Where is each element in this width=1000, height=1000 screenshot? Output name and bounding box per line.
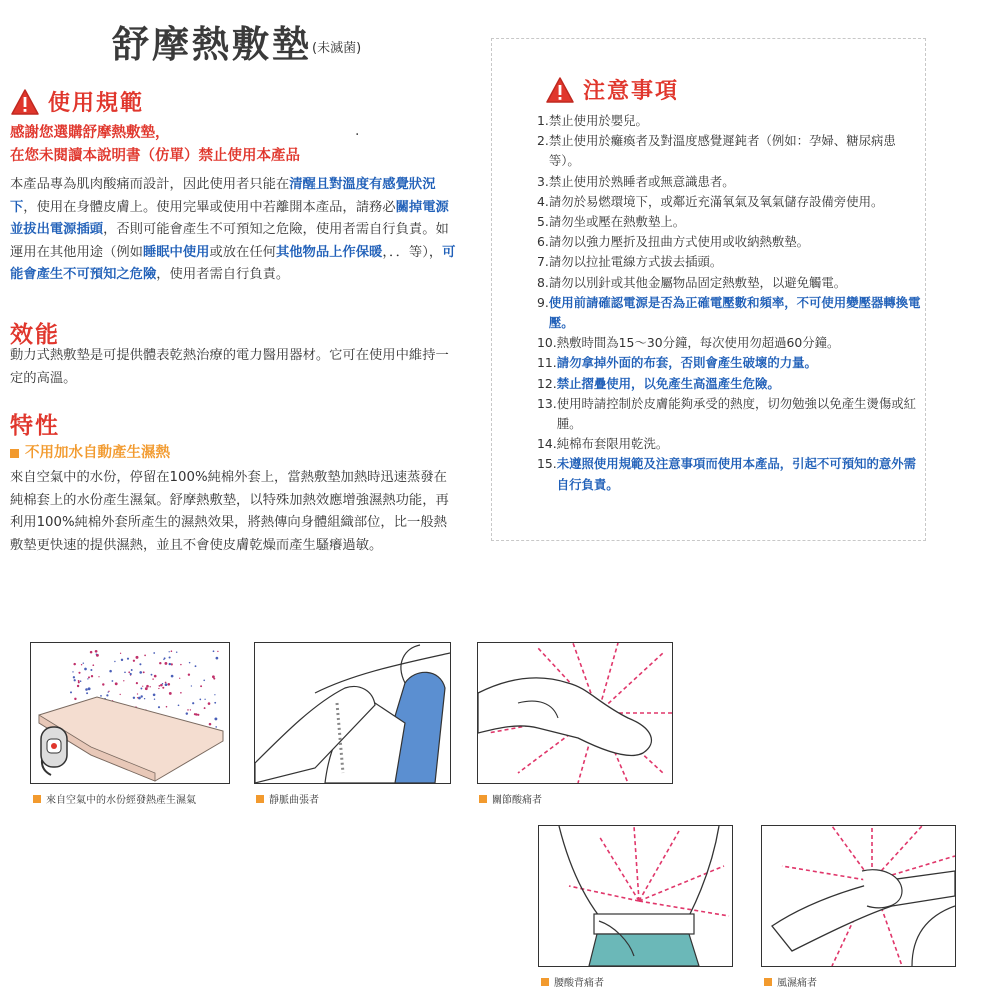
varicose-veins-image xyxy=(255,643,450,783)
moisture-dot xyxy=(163,659,164,660)
moisture-dot xyxy=(159,685,161,687)
notice-item-text: 請勿以別針或其他金屬物品固定熱敷墊，以避免觸電。 xyxy=(548,274,847,290)
page-title xyxy=(112,14,361,68)
notice-item xyxy=(537,111,922,131)
notice-item xyxy=(537,232,922,252)
moisture-dot xyxy=(77,685,79,687)
moisture-dot xyxy=(164,662,167,665)
moisture-dot xyxy=(154,698,155,699)
notice-item-number: 15. xyxy=(537,456,557,472)
usage-text-6: ，使用者需自行負責。 xyxy=(156,267,290,282)
illustration-joint-pain xyxy=(477,642,673,784)
efficacy-text: 動力式熱敷墊是可提供體表乾熱治療的電力醫用器材。它可在使用中維持一定的高溫。 xyxy=(10,348,449,386)
moisture-dot xyxy=(192,702,194,704)
moisture-dot xyxy=(203,679,205,681)
moisture-dot xyxy=(145,687,148,690)
notice-item-number: 11. xyxy=(537,355,557,371)
moisture-dot xyxy=(133,697,135,699)
warning-triangle-icon xyxy=(10,88,40,116)
moisture-dot xyxy=(190,709,191,710)
moisture-dot xyxy=(86,692,88,694)
illustration-back-pain xyxy=(538,825,733,967)
notice-item-number: 9. xyxy=(537,294,549,310)
moisture-dot xyxy=(195,665,197,667)
illustration-heating-pad xyxy=(30,642,230,784)
moisture-dot xyxy=(176,651,177,652)
moisture-dot xyxy=(120,694,121,695)
usage-text-2: ，使用在身體皮膚上。使用完畢或使用中若離開本產品，請務必 xyxy=(23,199,396,215)
notice-item xyxy=(537,434,922,454)
notice-list xyxy=(537,111,922,495)
orange-square-icon xyxy=(479,795,487,803)
notice-item-text: 禁止摺疊使用，以免產生高溫產生危險。 xyxy=(556,375,780,391)
moisture-dot xyxy=(180,664,181,665)
moisture-dot xyxy=(96,654,97,655)
warning-triangle-icon xyxy=(545,76,575,104)
usage-paragraph xyxy=(10,174,458,287)
moisture-dot xyxy=(80,680,82,682)
moisture-dot xyxy=(85,688,88,691)
moisture-dot xyxy=(74,679,76,681)
heating-pad-image xyxy=(31,643,229,783)
moisture-dot xyxy=(112,680,114,682)
notice-item-number: 8. xyxy=(537,274,549,290)
moisture-dot xyxy=(88,676,90,678)
product-title: 舒摩熱敷墊 xyxy=(112,23,312,66)
moisture-dot xyxy=(168,683,171,686)
notice-item-number: 12. xyxy=(537,375,557,391)
moisture-dot xyxy=(91,675,93,677)
usage-text-1: 本產品專為肌肉酸痛而設計，因此使用者只能在 xyxy=(10,177,290,192)
notice-item xyxy=(537,252,922,272)
moisture-dot xyxy=(143,671,145,673)
moisture-dot xyxy=(153,652,155,654)
moisture-dot xyxy=(149,686,150,687)
moisture-dot xyxy=(88,687,91,690)
caption-5-text: 風濕痛者 xyxy=(777,978,817,989)
moisture-dot xyxy=(162,687,164,689)
caption-2 xyxy=(256,791,319,806)
notice-item-text: 使用時請控制於皮膚能夠承受的熱度，切勿勉強以免產生燙傷或紅腫。 xyxy=(556,395,917,432)
moisture-dot xyxy=(191,685,192,686)
notice-item-number: 14. xyxy=(537,436,557,452)
notice-item-text: 未遵照使用規範及注意事項而使用本產品，引起不可預知的意外需自行負責。 xyxy=(556,456,917,492)
moisture-dot xyxy=(165,682,167,684)
notice-item-number: 4. xyxy=(537,193,549,209)
notice-item xyxy=(537,293,922,333)
joint-pain-image xyxy=(478,643,672,783)
illustration-varicose xyxy=(254,642,451,784)
moisture-dot xyxy=(120,653,121,654)
moisture-dot xyxy=(123,680,124,681)
moisture-dot xyxy=(140,688,142,690)
moisture-dot xyxy=(169,656,171,658)
caption-4 xyxy=(541,974,604,989)
moisture-dot xyxy=(114,661,115,662)
moisture-dot xyxy=(189,662,191,664)
features-subheading-text: 不用加水自動產生濕熱 xyxy=(25,445,170,461)
usage-highlight-1: 清醒且對溫度有感覺狀況下 xyxy=(10,177,436,215)
notice-item-number: 6. xyxy=(537,234,549,250)
caption-4-text: 腰酸背痛者 xyxy=(554,978,604,989)
moisture-dot xyxy=(100,695,102,697)
moisture-dot xyxy=(127,658,129,660)
moisture-dot xyxy=(171,663,173,665)
thanks-line-1: 感謝您選購舒摩熱敷墊， xyxy=(10,125,170,141)
notice-item-text: 請勿以拉扯電線方式拔去插頭。 xyxy=(548,254,723,270)
moisture-dot xyxy=(84,668,87,671)
illustration-rheumatism xyxy=(761,825,956,967)
notice-heading-text: 注意事項 xyxy=(583,79,680,104)
notice-item xyxy=(537,333,922,353)
moisture-dot xyxy=(138,697,141,700)
notice-item xyxy=(537,172,922,192)
notice-item-number: 7. xyxy=(537,254,549,270)
notice-heading xyxy=(545,74,679,105)
notice-item-number: 10. xyxy=(537,335,557,351)
usage-highlight-3: 睡眠中使用 xyxy=(142,244,210,260)
moisture-dot xyxy=(109,670,112,673)
orange-square-icon xyxy=(764,978,772,986)
usage-heading-text: 使用規範 xyxy=(48,91,145,116)
moisture-dot xyxy=(162,683,163,684)
orange-square-icon xyxy=(256,795,264,803)
notice-item xyxy=(537,131,922,171)
moisture-dot xyxy=(215,726,217,728)
notice-item xyxy=(537,192,922,212)
moisture-dot xyxy=(214,694,215,695)
moisture-dot xyxy=(178,704,180,706)
moisture-dot xyxy=(106,694,108,696)
orange-square-icon xyxy=(541,978,549,986)
rheumatism-image xyxy=(762,826,955,966)
moisture-dot xyxy=(87,678,88,679)
notice-item-number: 3. xyxy=(537,173,549,189)
notice-item xyxy=(537,353,922,373)
moisture-dot xyxy=(78,672,80,674)
notice-item-text: 請勿拿掉外面的布套，否則會產生破壞的力量。 xyxy=(556,355,817,371)
notice-item xyxy=(537,374,922,394)
notice-item-text: 使用前請確認電源是否為正確電壓數和頻率，不可使用變壓器轉換電壓。 xyxy=(548,294,921,331)
moisture-dot xyxy=(158,688,159,689)
dot-mark: . xyxy=(355,123,360,139)
notice-item-text: 禁止使用於熟睡者或無意識患者。 xyxy=(548,173,735,189)
moisture-dot xyxy=(78,680,80,682)
moisture-dot xyxy=(187,709,189,711)
moisture-dot xyxy=(186,712,188,714)
moisture-dot xyxy=(165,683,168,686)
moisture-dot xyxy=(214,717,217,720)
features-text: 來自空氣中的水份，停留在100%純棉外套上，當熱敷墊加熱時迅速蒸發在純棉套上的水份產生濕氣。舒摩熱敷墊，以特殊加熱效應增強濕熱功能，再利用100%純棉外套所產生的濕熱效果，將熱傳向身體組織部位，比一般熱敷墊更快速的提供濕熱，並且不會使皮膚乾燥而產生騷癢過敏。 xyxy=(10,470,449,553)
moisture-dot xyxy=(136,656,139,659)
caption-1-text: 來自空氣中的水份經發熱產生濕氣 xyxy=(46,795,196,806)
moisture-dot xyxy=(180,692,182,694)
notice-item xyxy=(537,454,922,494)
moisture-dot xyxy=(70,691,72,693)
moisture-dot xyxy=(200,685,202,687)
usage-text-5: ，．．等）， xyxy=(382,244,443,260)
moisture-dot xyxy=(95,650,98,653)
moisture-dot xyxy=(204,699,205,700)
notice-item-text: 純棉布套限用乾洗。 xyxy=(556,436,669,452)
usage-heading xyxy=(10,86,144,117)
usage-text-3: ，否則可能會產生不可預知之危險，使用者需自行負責。如運用在其他用途（例如 xyxy=(10,222,449,260)
moisture-dot xyxy=(209,723,212,726)
thanks-line-2: 在您未閱讀本說明書（仿單）禁止使用本產品 xyxy=(10,148,300,164)
moisture-dot xyxy=(128,671,130,673)
moisture-dot xyxy=(144,698,145,699)
moisture-dot xyxy=(171,675,174,678)
back-pain-image xyxy=(539,826,732,966)
moisture-dot xyxy=(130,673,132,675)
moisture-dot xyxy=(142,686,143,687)
product-subtitle: (未滅菌) xyxy=(312,41,362,56)
efficacy-heading: 效能 xyxy=(10,322,60,348)
moisture-dot xyxy=(212,675,215,678)
notice-item-text: 熱敷時間為15～30分鐘，每次使用勿超過60分鐘。 xyxy=(556,335,840,351)
moisture-dot xyxy=(204,707,206,709)
moisture-dot xyxy=(90,651,93,654)
moisture-dot xyxy=(152,678,153,679)
notice-item-number: 1. xyxy=(537,113,549,128)
caption-2-text: 靜脈曲張者 xyxy=(269,795,319,806)
orange-square-icon xyxy=(33,795,41,803)
notice-item-text: 請勿以強力壓折及扭曲方式使用或收納熱敷墊。 xyxy=(548,234,810,250)
notice-item xyxy=(537,273,922,293)
notice-item-number: 2. xyxy=(537,133,549,149)
moisture-dot xyxy=(214,702,216,704)
moisture-dot xyxy=(159,662,161,664)
notice-item-text: 請勿於易燃環境下，或鄰近充滿氧氣及氧氣儲存設備旁使用。 xyxy=(548,193,884,209)
notice-item-number: 5. xyxy=(537,214,549,230)
moisture-dot xyxy=(121,659,123,661)
caption-3 xyxy=(479,791,542,806)
orange-square-icon xyxy=(10,449,19,458)
moisture-dot xyxy=(140,695,142,697)
moisture-dot xyxy=(139,663,141,665)
moisture-dot xyxy=(153,694,156,697)
moisture-dot xyxy=(158,706,160,708)
moisture-dot xyxy=(166,706,168,708)
moisture-dot xyxy=(73,676,75,678)
moisture-dot xyxy=(72,671,73,672)
moisture-dot xyxy=(108,691,109,692)
moisture-dot xyxy=(151,674,153,676)
moisture-dot xyxy=(213,650,215,652)
moisture-dot xyxy=(137,693,138,694)
moisture-dot xyxy=(137,697,138,698)
moisture-dot xyxy=(133,660,135,662)
usage-highlight-4: 其他物品上作保暖 xyxy=(275,244,383,260)
moisture-dot xyxy=(139,671,142,674)
notice-item-number: 13. xyxy=(537,395,557,411)
moisture-dot xyxy=(124,671,126,673)
notice-item xyxy=(537,212,922,232)
moisture-dot xyxy=(171,650,173,652)
moisture-dot xyxy=(208,702,211,705)
moisture-dot xyxy=(188,674,190,676)
moisture-dot xyxy=(115,682,118,685)
moisture-dot xyxy=(199,699,201,701)
moisture-dot xyxy=(169,663,171,665)
moisture-dot xyxy=(144,655,146,657)
caption-5 xyxy=(764,974,817,989)
moisture-dot xyxy=(90,669,92,671)
moisture-dot xyxy=(136,682,138,684)
moisture-dot xyxy=(179,678,180,679)
moisture-dot xyxy=(169,692,172,695)
notice-item-text: 禁止使用於嬰兒。 xyxy=(548,113,648,128)
moisture-dot xyxy=(217,651,218,652)
features-heading: 特性 xyxy=(10,413,60,439)
moisture-dot xyxy=(102,683,104,685)
usage-highlight-2: 關掉電源並拔出電源插頭 xyxy=(10,199,449,237)
notice-item-text: 請勿坐或壓在熱敷墊上。 xyxy=(548,214,686,230)
usage-text-4: 或放在任何 xyxy=(209,244,276,260)
moisture-dot xyxy=(92,664,94,666)
usage-highlight-5: 可能會產生不可預知之危險 xyxy=(10,244,456,282)
features-subheading xyxy=(10,441,170,462)
moisture-dot xyxy=(74,698,76,700)
moisture-dot xyxy=(131,669,133,671)
notice-item-text: 禁止使用於癱瘓者及對溫度感覺遲鈍者（例如：孕婦、糖尿病患等）。 xyxy=(548,133,896,169)
moisture-dot xyxy=(146,685,149,688)
moisture-dot xyxy=(73,663,75,665)
moisture-dot xyxy=(154,675,157,678)
moisture-dot xyxy=(197,714,199,716)
moisture-dot xyxy=(169,651,170,652)
moisture-dot xyxy=(83,662,84,663)
notice-item xyxy=(537,394,922,434)
moisture-dot xyxy=(195,713,197,715)
moisture-dot xyxy=(81,664,82,665)
caption-3-text: 關節酸痛者 xyxy=(492,795,542,806)
moisture-dot xyxy=(98,676,99,677)
moisture-dot xyxy=(216,657,219,660)
caption-1 xyxy=(33,791,196,806)
